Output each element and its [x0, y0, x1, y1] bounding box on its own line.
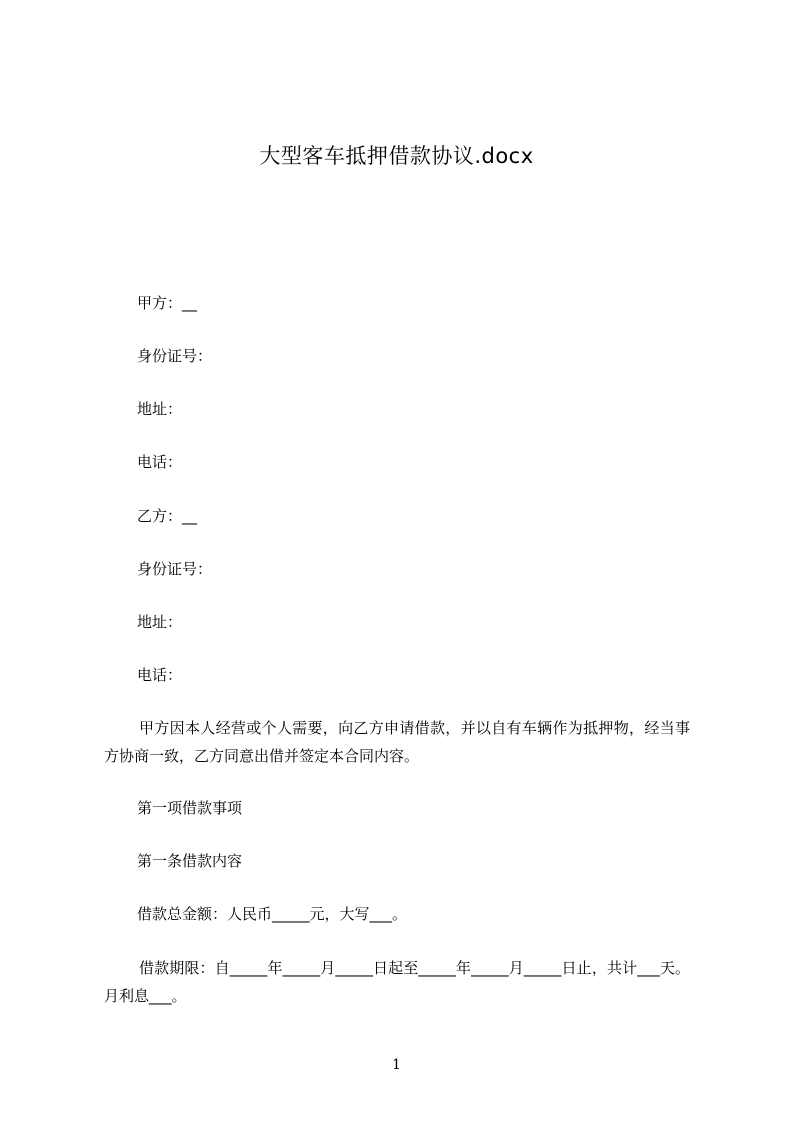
party-a-name: 甲方：__: [137, 294, 198, 312]
page-number: 1: [392, 1057, 401, 1073]
party-a-phone: 电话：: [137, 453, 183, 471]
party-a-id-number: 身份证号：: [137, 347, 213, 365]
party-b-id-number: 身份证号：: [137, 560, 213, 578]
article-heading: 第一条借款内容: [137, 852, 243, 870]
document-title: 大型客车抵押借款协议.docx: [259, 144, 534, 168]
party-b-name: 乙方：__: [137, 507, 198, 525]
loan-amount-line: 借款总金额：人民币_____元，大写___。: [137, 905, 408, 923]
party-b-phone: 电话：: [137, 666, 183, 684]
loan-term-paragraph: 借款期限：自_____年_____月_____日起至_____年_____月_____日止，共计___天。月利息___。: [104, 959, 690, 1005]
intro-paragraph: 甲方因本人经营或个人需要，向乙方申请借款，并以自有车辆作为抵押物，经当事方协商一致，乙方同意出借并签定本合同内容。: [104, 719, 690, 765]
section-heading: 第一项借款事项: [137, 799, 243, 817]
party-a-address: 地址：: [137, 400, 183, 418]
party-b-address: 地址：: [137, 613, 183, 631]
